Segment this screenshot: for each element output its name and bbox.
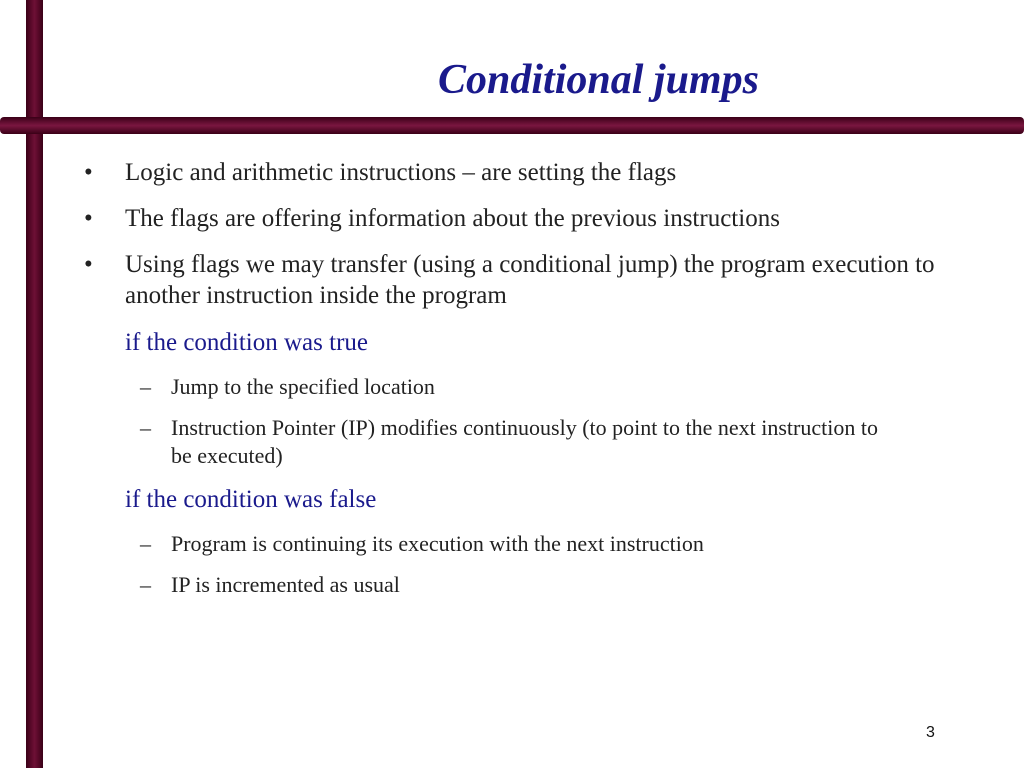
bullet-text: Logic and arithmetic instructions – are setting the flags xyxy=(125,159,677,186)
dash-marker: – xyxy=(140,374,151,399)
condition-false-list xyxy=(140,530,880,612)
slide-title: Conditional jumps xyxy=(438,57,759,103)
dash-marker: – xyxy=(140,415,151,440)
horizontal-accent-bar xyxy=(0,117,1024,134)
dash-marker: – xyxy=(140,572,151,597)
dash-marker: – xyxy=(140,531,151,556)
bullet-item xyxy=(84,157,984,188)
sub-item-text: IP is incremented as usual xyxy=(171,572,400,597)
bullet-item xyxy=(84,203,984,234)
condition-true-list xyxy=(140,373,880,483)
bullet-item xyxy=(84,249,984,311)
vertical-accent-bar xyxy=(26,0,43,768)
sub-item xyxy=(140,530,880,558)
page-number: 3 xyxy=(926,724,935,741)
bullet-text: The flags are offering information about the previous instructions xyxy=(125,205,780,232)
sub-item-text: Program is continuing its execution with the next instruction xyxy=(171,531,704,556)
condition-false-heading: if the condition was false xyxy=(125,486,377,513)
sub-item-text: Jump to the specified location xyxy=(171,374,435,399)
condition-true-heading: if the condition was true xyxy=(125,329,368,356)
bullet-marker: • xyxy=(84,251,93,278)
bullet-text: Using flags we may transfer (using a conditional jump) the program execution to another instruction inside the program xyxy=(125,251,935,309)
bullet-marker: • xyxy=(84,159,93,186)
sub-item-text: Instruction Pointer (IP) modifies continuously (to point to the next instruction to be executed) xyxy=(171,415,878,468)
bullet-list xyxy=(84,157,984,326)
sub-item xyxy=(140,414,880,470)
bullet-marker: • xyxy=(84,205,93,232)
sub-item xyxy=(140,373,880,401)
sub-item xyxy=(140,571,880,599)
